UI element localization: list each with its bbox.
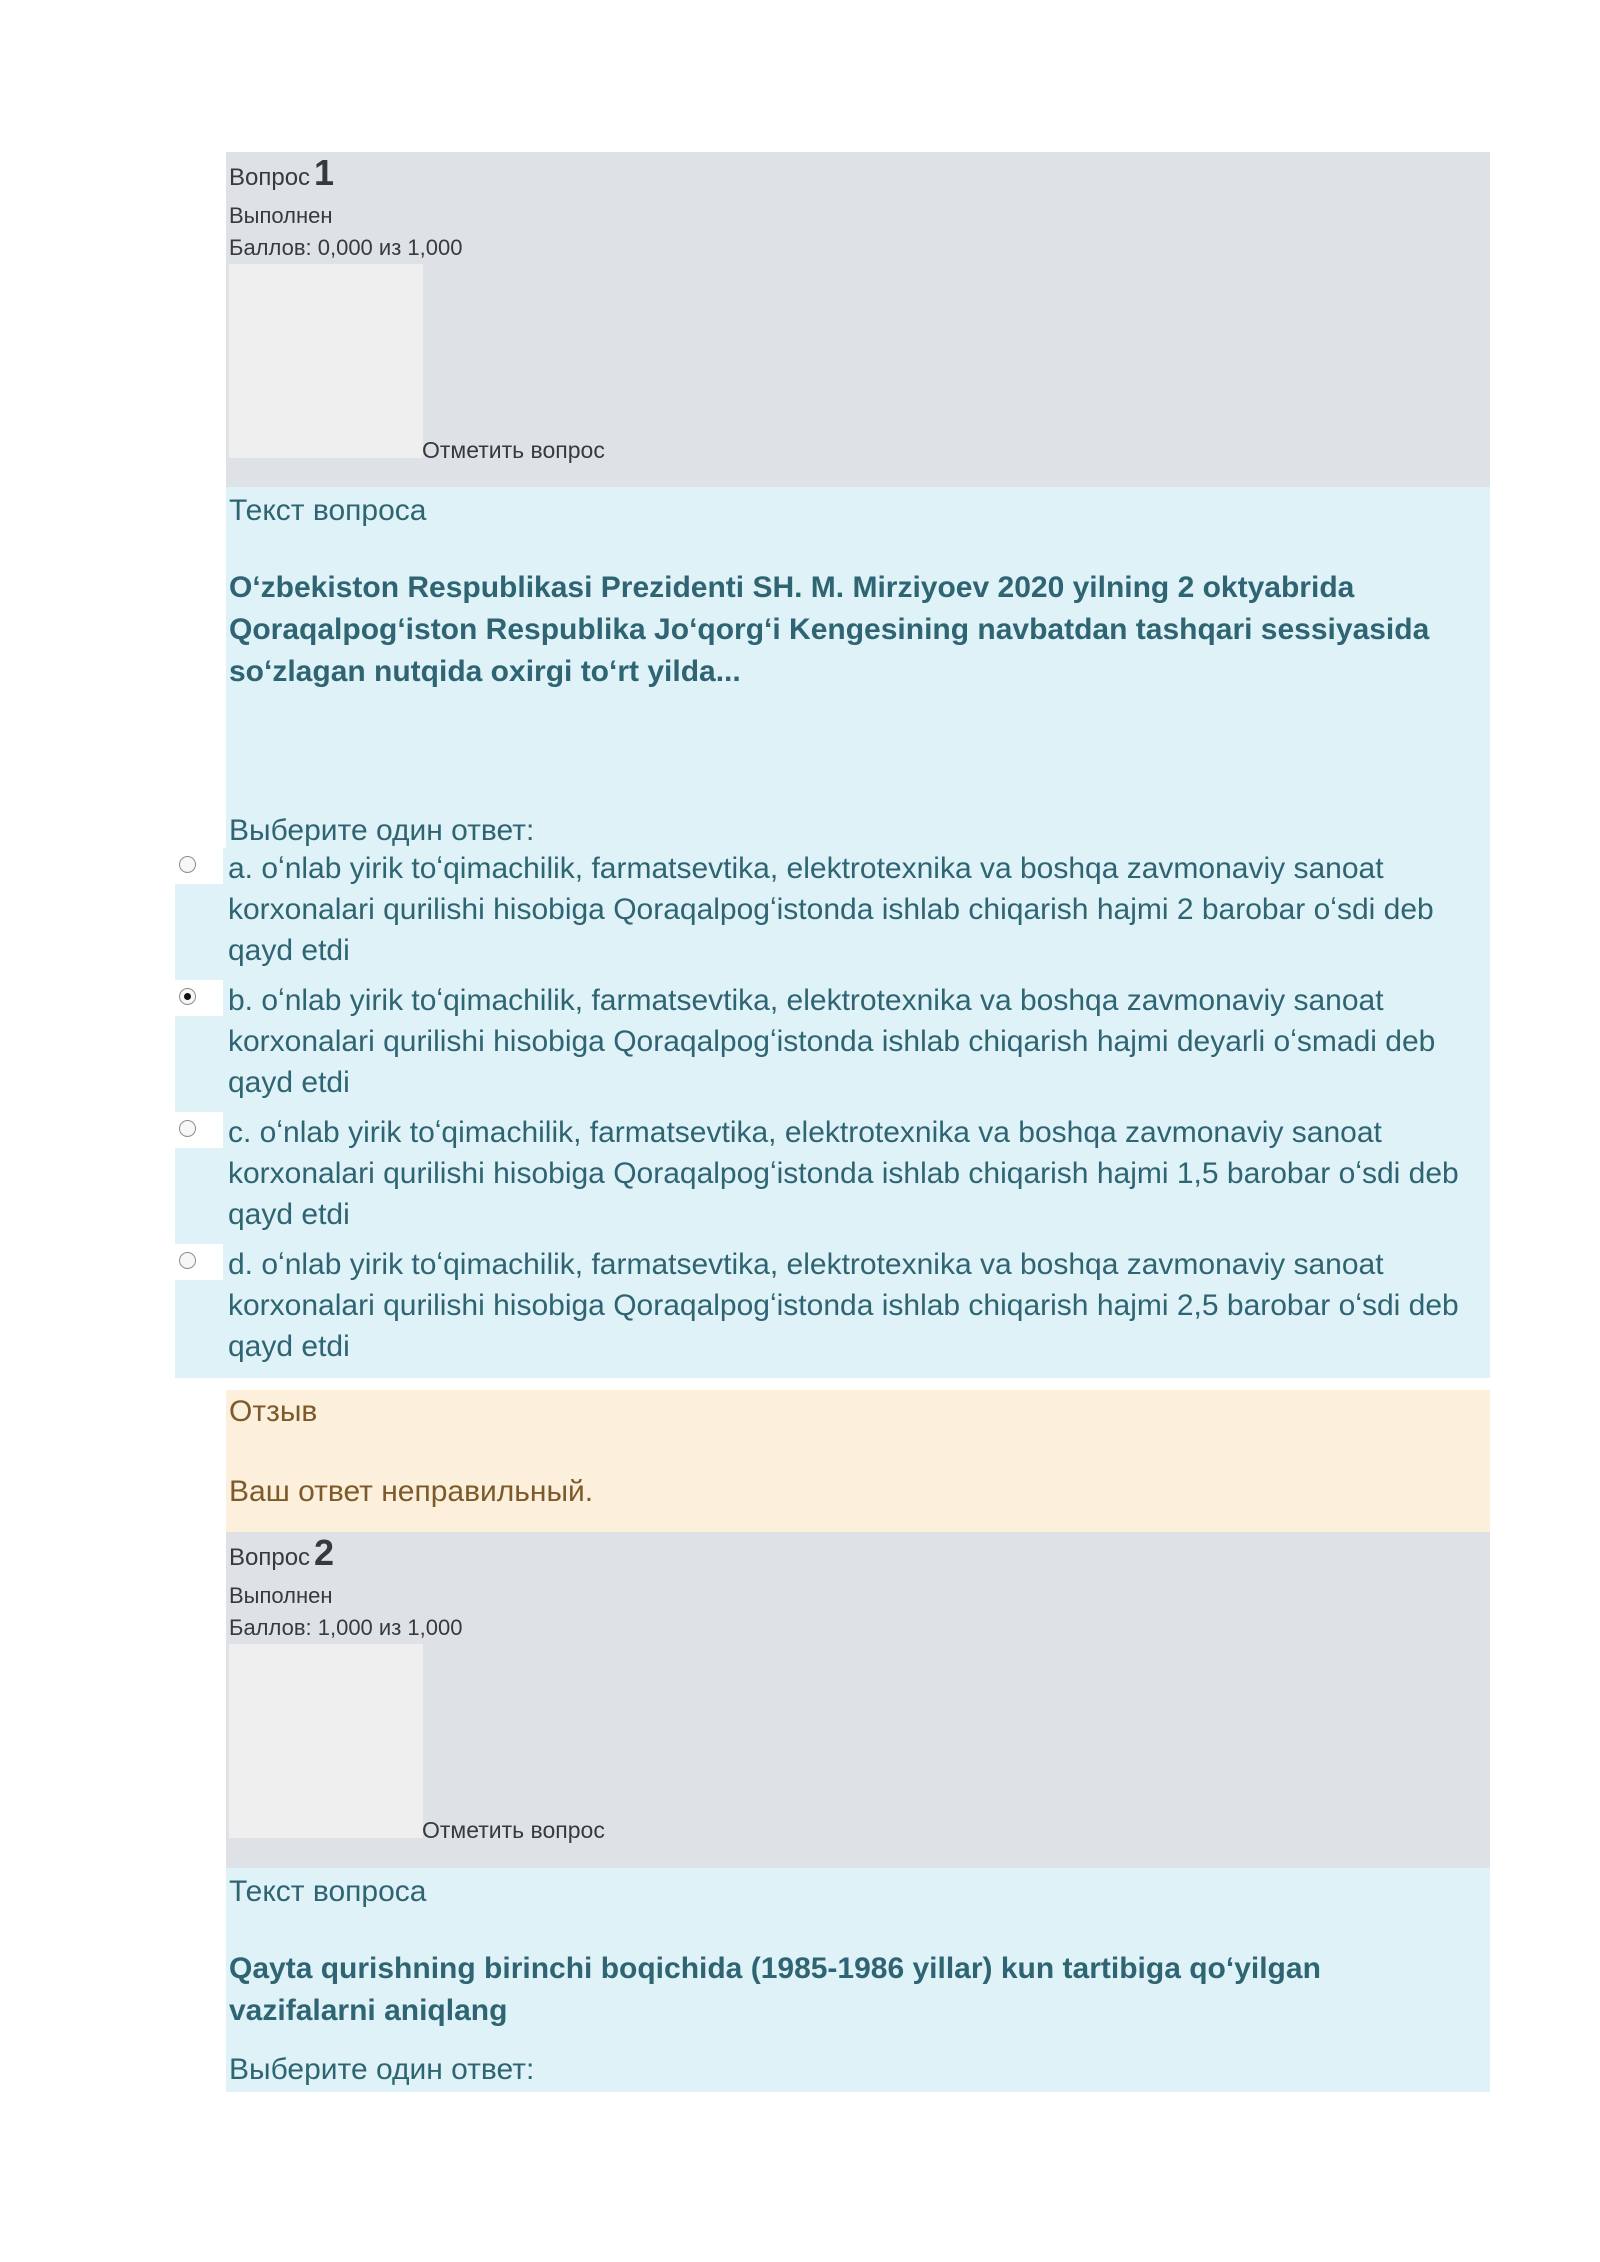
radio-button[interactable] bbox=[179, 1252, 196, 1269]
flag-icon[interactable] bbox=[229, 1644, 423, 1838]
radio-wrap bbox=[175, 1112, 223, 1148]
radio-button[interactable] bbox=[179, 1120, 196, 1137]
question-text: Oʻzbekiston Respublikasi Prezidenti SH. M. Mirziyoev 2020 yilning 2 oktyabrida Qoraqalpogʻiston Respublika Joʻqorgʻi Kengesining navbatdan tashqari sessiyasida soʻzlagan nutqida oxirgi toʻrt yilda... bbox=[229, 571, 1430, 688]
flag-icon[interactable] bbox=[229, 264, 423, 458]
question-state: Выполнен bbox=[229, 1583, 333, 1608]
question-text-label: Текст вопроса bbox=[229, 494, 427, 527]
answer-option-a[interactable] bbox=[175, 848, 1490, 980]
question-number bbox=[229, 152, 335, 193]
question-grade: Баллов: 0,000 из 1,000 bbox=[229, 235, 463, 260]
question-label: Вопрос bbox=[229, 1544, 311, 1571]
radio-button[interactable] bbox=[179, 856, 196, 873]
radio-button-selected[interactable] bbox=[179, 988, 196, 1005]
answer-option-d[interactable] bbox=[175, 1244, 1490, 1376]
question-text: Qayta qurishning birinchi boqichida (1985-1986 yillar) kun tartibiga qoʻyilgan vazifalarni aniqlang bbox=[229, 1952, 1321, 2027]
question-1-feedback bbox=[226, 1390, 1490, 1532]
answer-prompt: Выберите один ответ: bbox=[229, 814, 535, 847]
question-number-value: 1 bbox=[314, 152, 335, 193]
question-state: Выполнен bbox=[229, 203, 333, 228]
question-1-content bbox=[226, 487, 1490, 848]
question-1-info bbox=[226, 152, 1490, 487]
radio-wrap bbox=[175, 848, 223, 884]
answer-options bbox=[175, 848, 1490, 1378]
answer-option-label[interactable]: c. oʻnlab yirik toʻqimachilik, farmatsevtika, elektrotexnika va boshqa zavmonaviy sanoat korxonalari qurilishi hisobiga Qoraqalpogʻistonda ishlab chiqarish hajmi 1,5 barobar oʻsdi deb qayd etdi bbox=[228, 1116, 1459, 1231]
answer-option-c[interactable] bbox=[175, 1112, 1490, 1244]
question-number-value: 2 bbox=[314, 1532, 335, 1573]
question-2-content bbox=[226, 1868, 1490, 2092]
question-2-info bbox=[226, 1532, 1490, 1868]
question-label: Вопрос bbox=[229, 164, 311, 191]
flag-question-link[interactable]: Отметить вопрос bbox=[422, 1817, 605, 1843]
question-grade: Баллов: 1,000 из 1,000 bbox=[229, 1615, 463, 1640]
question-number bbox=[229, 1532, 335, 1573]
answer-option-label[interactable]: b. oʻnlab yirik toʻqimachilik, farmatsevtika, elektrotexnika va boshqa zavmonaviy sanoat korxonalari qurilishi hisobiga Qoraqalpogʻistonda ishlab chiqarish hajmi deyarli oʻsmadi deb qayd etdi bbox=[228, 984, 1436, 1099]
feedback-message: Ваш ответ неправильный. bbox=[229, 1475, 594, 1508]
radio-dot-icon bbox=[184, 993, 191, 1000]
flag-question-link[interactable]: Отметить вопрос bbox=[422, 437, 605, 463]
answer-option-b[interactable] bbox=[175, 980, 1490, 1112]
question-text-label: Текст вопроса bbox=[229, 1875, 427, 1908]
feedback-label: Отзыв bbox=[229, 1395, 318, 1428]
answer-prompt: Выберите один ответ: bbox=[229, 2053, 535, 2086]
radio-wrap bbox=[175, 1244, 223, 1280]
answer-option-label[interactable]: a. oʻnlab yirik toʻqimachilik, farmatsevtika, elektrotexnika va boshqa zavmonaviy sanoat korxonalari qurilishi hisobiga Qoraqalpogʻistonda ishlab chiqarish hajmi 2 barobar oʻsdi deb qayd etdi bbox=[228, 852, 1434, 967]
answer-option-label[interactable]: d. oʻnlab yirik toʻqimachilik, farmatsevtika, elektrotexnika va boshqa zavmonaviy sanoat korxonalari qurilishi hisobiga Qoraqalpogʻistonda ishlab chiqarish hajmi 2,5 barobar oʻsdi deb qayd etdi bbox=[228, 1248, 1459, 1363]
radio-wrap bbox=[175, 980, 223, 1016]
